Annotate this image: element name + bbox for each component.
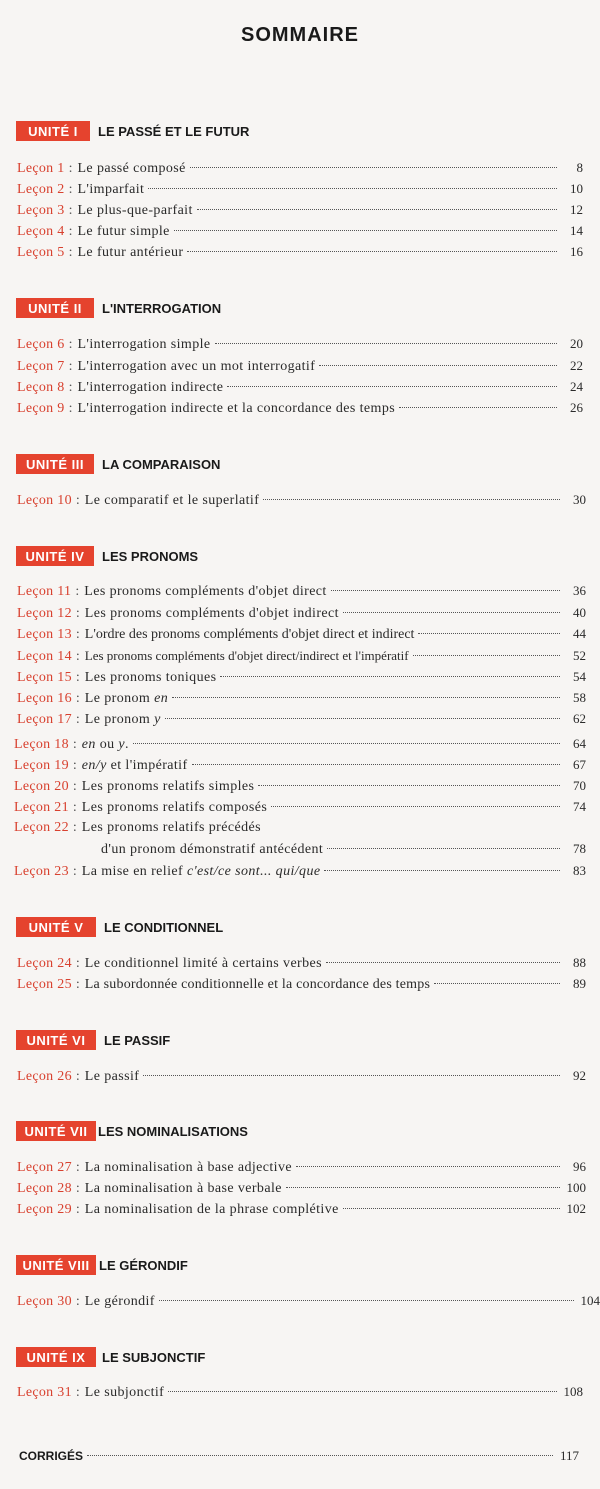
- unit-badge: UNITÉ IX: [16, 1347, 96, 1367]
- lesson-title: La mise en relief c'est/ce sont... qui/que: [81, 864, 321, 879]
- lesson-number: Leçon 5: [17, 245, 65, 260]
- unit-title: LES PRONOMS: [102, 548, 199, 564]
- lesson-title: L'interrogation indirecte et la concordance des temps: [77, 401, 396, 416]
- page-number: 10: [570, 181, 583, 196]
- page-number: 40: [573, 605, 586, 620]
- lesson-title: Le plus-que-parfait: [77, 203, 193, 218]
- lesson-number: Leçon 9: [17, 401, 65, 416]
- page-number: 100: [566, 1180, 586, 1195]
- page-number: 8: [576, 160, 583, 175]
- page-number: 20: [570, 336, 583, 351]
- lesson-title: Le conditionnel limité à certains verbes: [84, 956, 322, 971]
- lesson-number: Leçon 13: [17, 627, 72, 642]
- lesson-number: Leçon 26: [17, 1069, 72, 1084]
- lesson-number: Leçon 31: [17, 1385, 72, 1400]
- dot-leader: [399, 407, 557, 408]
- page-number: 58: [573, 690, 586, 705]
- dot-leader: [296, 1166, 560, 1167]
- lesson-title: L'ordre des pronoms compléments d'objet direct et indirect: [84, 627, 415, 642]
- lesson-title: Le subjonctif: [84, 1385, 165, 1400]
- lesson-number: Leçon 29: [17, 1202, 72, 1217]
- dot-leader: [271, 806, 560, 807]
- page-number: 102: [566, 1201, 586, 1216]
- dot-leader: [434, 983, 560, 984]
- lesson-title: L'interrogation simple: [77, 337, 211, 352]
- lesson-title: Le futur simple: [77, 224, 170, 239]
- page-number: 92: [573, 1068, 586, 1083]
- lesson-title: Le passif: [84, 1069, 140, 1084]
- toc-row-lesson-11[interactable]: Leçon 11 : Les pronoms compléments d'objet direct 36: [17, 581, 586, 601]
- toc-row-lesson-15[interactable]: Leçon 15 : Les pronoms toniques 54: [17, 667, 586, 687]
- lesson-title: L'imparfait: [77, 182, 145, 197]
- toc-row-lesson-28[interactable]: Leçon 28 : La nominalisation à base verbale 100: [17, 1178, 586, 1198]
- lesson-title: Les pronoms toniques: [84, 670, 217, 685]
- lesson-number: Leçon 30: [17, 1294, 72, 1309]
- unit-heading-2: [16, 298, 221, 318]
- lesson-number: Leçon 10: [17, 493, 72, 508]
- toc-row-lesson-8[interactable]: Leçon 8 : L'interrogation indirecte 24: [17, 377, 583, 397]
- dot-leader: [187, 251, 557, 252]
- toc-row-lesson-20[interactable]: Leçon 20 : Les pronoms relatifs simples 70: [14, 776, 586, 796]
- page-number: 54: [573, 669, 586, 684]
- toc-row-lesson-31[interactable]: Leçon 31 : Le subjonctif 108: [17, 1382, 583, 1402]
- lesson-number: Leçon 16: [17, 691, 72, 706]
- dot-leader: [263, 499, 560, 500]
- lesson-title-continued: d'un pronom démonstratif antécédent: [101, 842, 324, 857]
- toc-row-lesson-22-line2[interactable]: [101, 839, 586, 859]
- dot-leader: [327, 848, 560, 849]
- unit-heading-4: [16, 546, 198, 566]
- toc-row-lesson-10[interactable]: Leçon 10 : Le comparatif et le superlatif 30: [17, 490, 586, 510]
- page-number: 83: [573, 863, 586, 878]
- toc-row-lesson-14[interactable]: Leçon 14 : Les pronoms compléments d'objet direct/indirect et l'impératif 52: [17, 646, 586, 666]
- unit-title: LE SUBJONCTIF: [102, 1349, 206, 1365]
- toc-row-lesson-24[interactable]: Leçon 24 : Le conditionnel limité à certains verbes 88: [17, 953, 586, 973]
- dot-leader: [331, 590, 560, 591]
- toc-row-lesson-27[interactable]: Leçon 27 : La nominalisation à base adjective 96: [17, 1157, 586, 1177]
- dot-leader: [165, 718, 560, 719]
- page-number: 104: [580, 1293, 600, 1308]
- lesson-number: Leçon 28: [17, 1181, 72, 1196]
- unit-heading-9: [16, 1347, 205, 1367]
- page-number: 117: [559, 1448, 579, 1463]
- toc-row-lesson-9[interactable]: Leçon 9 : L'interrogation indirecte et la concordance des temps 26: [17, 398, 583, 418]
- unit-badge: UNITÉ V: [16, 917, 96, 937]
- lesson-number: Leçon 22: [14, 820, 69, 835]
- dot-leader: [197, 209, 557, 210]
- page-title: SOMMAIRE: [241, 24, 359, 46]
- dot-leader: [133, 743, 560, 744]
- page-number: 24: [570, 379, 583, 394]
- unit-heading-7: [16, 1121, 248, 1141]
- lesson-title: L'interrogation avec un mot interrogatif: [77, 359, 316, 374]
- lesson-title: Le pronom y: [84, 712, 161, 727]
- dot-leader: [174, 230, 557, 231]
- dot-leader: [343, 1208, 560, 1209]
- toc-row-lesson-18[interactable]: Leçon 18 : en ou y. 64: [14, 734, 586, 754]
- lesson-title: Les pronoms relatifs précédés: [81, 820, 261, 835]
- dot-leader: [143, 1075, 560, 1076]
- unit-badge: UNITÉ VI: [16, 1030, 96, 1050]
- lesson-number: Leçon 14: [17, 649, 72, 664]
- toc-row-lesson-6[interactable]: Leçon 6 : L'interrogation simple 20: [17, 334, 583, 354]
- dot-leader: [215, 343, 557, 344]
- page-number: 30: [573, 492, 586, 507]
- dot-leader: [324, 870, 560, 871]
- dot-leader: [258, 785, 560, 786]
- dot-leader: [172, 697, 560, 698]
- toc-row-lesson-29[interactable]: Leçon 29 : La nominalisation de la phrase complétive 102: [17, 1199, 586, 1219]
- lesson-number: Leçon 6: [17, 337, 65, 352]
- lesson-title: Le comparatif et le superlatif: [84, 493, 260, 508]
- lesson-number: Leçon 3: [17, 203, 65, 218]
- toc-row-lesson-17[interactable]: Leçon 17 : Le pronom y 62: [17, 709, 586, 729]
- lesson-title: Les pronoms relatifs composés: [81, 800, 268, 815]
- page-number: 12: [570, 202, 583, 217]
- lesson-number: Leçon 7: [17, 359, 65, 374]
- page-number: 74: [573, 799, 586, 814]
- unit-title: LE PASSIF: [104, 1032, 171, 1048]
- lesson-title: L'interrogation indirecte: [77, 380, 224, 395]
- dot-leader: [148, 188, 557, 189]
- lesson-title: La subordonnée conditionnelle et la concordance des temps: [84, 977, 431, 992]
- dot-leader: [286, 1187, 560, 1188]
- lesson-title: en ou y.: [81, 737, 129, 752]
- dot-leader: [190, 167, 557, 168]
- dot-leader: [418, 633, 560, 634]
- toc-row-lesson-25[interactable]: Leçon 25 : La subordonnée conditionnelle et la concordance des temps 89: [17, 974, 586, 994]
- dot-leader: [220, 676, 560, 677]
- page-number: 78: [573, 841, 586, 856]
- lesson-title: La nominalisation à base verbale: [84, 1181, 282, 1196]
- page-number: 44: [573, 626, 586, 641]
- lesson-number: Leçon 27: [17, 1160, 72, 1175]
- unit-title: LA COMPARAISON: [102, 456, 221, 472]
- toc-row-lesson-7[interactable]: Leçon 7 : L'interrogation avec un mot interrogatif 22: [17, 356, 583, 376]
- toc-row-lesson-13[interactable]: Leçon 13 : L'ordre des pronoms compléments d'objet direct et indirect 44: [17, 624, 586, 644]
- lesson-number: Leçon 23: [14, 864, 69, 879]
- dot-leader: [168, 1391, 557, 1392]
- toc-row-lesson-16[interactable]: Leçon 16 : Le pronom en 58: [17, 688, 586, 708]
- page-number: 16: [570, 244, 583, 259]
- toc-row-corriges[interactable]: [19, 1446, 579, 1466]
- lesson-number: Leçon 17: [17, 712, 72, 727]
- unit-badge: UNITÉ VIII: [16, 1255, 96, 1275]
- lesson-title: Le pronom en: [84, 691, 169, 706]
- page-number: 96: [573, 1159, 586, 1174]
- page-number: 70: [573, 778, 586, 793]
- toc-row-lesson-23[interactable]: Leçon 23 : La mise en relief c'est/ce sont... qui/que 83: [14, 861, 586, 881]
- toc-row-lesson-19[interactable]: Leçon 19 : en/y et l'impératif 67: [14, 755, 586, 775]
- dot-leader: [192, 764, 560, 765]
- unit-badge: UNITÉ II: [16, 298, 94, 318]
- lesson-title: en/y et l'impératif: [81, 758, 188, 773]
- lesson-number: Leçon 24: [17, 956, 72, 971]
- unit-heading-8: [16, 1255, 188, 1275]
- toc-row-lesson-22[interactable]: Leçon 22 : Les pronoms relatifs précédés: [14, 818, 586, 838]
- unit-title: LES NOMINALISATIONS: [98, 1123, 248, 1139]
- page-number: 67: [573, 757, 586, 772]
- unit-title: LE CONDITIONNEL: [104, 919, 224, 935]
- lesson-number: Leçon 20: [14, 779, 69, 794]
- unit-heading-3: [16, 454, 220, 474]
- dot-leader: [343, 612, 560, 613]
- lesson-number: Leçon 11: [17, 584, 72, 599]
- lesson-number: Leçon 21: [14, 800, 69, 815]
- toc-row-lesson-12[interactable]: Leçon 12 : Les pronoms compléments d'objet indirect 40: [17, 603, 586, 623]
- lesson-title: Les pronoms compléments d'objet direct: [84, 584, 327, 599]
- dot-leader: [319, 365, 557, 366]
- toc-row-lesson-21[interactable]: Leçon 21 : Les pronoms relatifs composés 74: [14, 797, 586, 817]
- lesson-number: Leçon 1: [17, 161, 65, 176]
- unit-heading-5: [16, 917, 223, 937]
- unit-badge: UNITÉ I: [16, 121, 90, 141]
- page-number: 88: [573, 955, 586, 970]
- page-number: 62: [573, 711, 586, 726]
- lesson-number: Leçon 18: [14, 737, 69, 752]
- page-number: 14: [570, 223, 583, 238]
- lesson-number: Leçon 15: [17, 670, 72, 685]
- page-number: 108: [563, 1384, 583, 1399]
- page-number: 64: [573, 736, 586, 751]
- lesson-number: Leçon 4: [17, 224, 65, 239]
- dot-leader: [159, 1300, 574, 1301]
- dot-leader: [227, 386, 557, 387]
- lesson-title: La nominalisation de la phrase complétive: [84, 1202, 339, 1217]
- unit-title: L'INTERROGATION: [102, 300, 222, 316]
- page-number: 26: [570, 400, 583, 415]
- lesson-title: Le passé composé: [77, 161, 186, 176]
- corriges-label: CORRIGÉS: [19, 1449, 84, 1463]
- toc-row-lesson-5[interactable]: Leçon 5 : Le futur antérieur 16: [17, 242, 583, 262]
- unit-badge: UNITÉ IV: [16, 546, 94, 566]
- dot-leader: [87, 1455, 553, 1456]
- unit-heading-1: [16, 121, 249, 141]
- lesson-title: La nominalisation à base adjective: [84, 1160, 292, 1175]
- toc-row-lesson-30[interactable]: Leçon 30 : Le gérondif 104: [17, 1291, 600, 1311]
- dot-leader: [413, 655, 560, 656]
- unit-heading-6: [16, 1030, 170, 1050]
- lesson-title: Le gérondif: [84, 1294, 155, 1309]
- page-number: 22: [570, 358, 583, 373]
- lesson-title: Les pronoms compléments d'objet indirect: [84, 606, 339, 621]
- unit-title: LE PASSÉ ET LE FUTUR: [98, 123, 250, 139]
- toc-row-lesson-26[interactable]: Leçon 26 : Le passif 92: [17, 1066, 586, 1086]
- dot-leader: [326, 962, 560, 963]
- unit-badge: UNITÉ III: [16, 454, 94, 474]
- unit-badge: UNITÉ VII: [16, 1121, 96, 1141]
- lesson-number: Leçon 2: [17, 182, 65, 197]
- unit-title: LE GÉRONDIF: [99, 1257, 188, 1273]
- lesson-title: Les pronoms relatifs simples: [81, 779, 255, 794]
- page-number: 52: [573, 648, 586, 663]
- lesson-number: Leçon 19: [14, 758, 69, 773]
- lesson-number: Leçon 25: [17, 977, 72, 992]
- lesson-number: Leçon 12: [17, 606, 72, 621]
- toc-row-lesson-1[interactable]: Leçon 1 : Le passé composé 8: [17, 158, 583, 178]
- toc-row-lesson-2[interactable]: Leçon 2 : L'imparfait 10: [17, 179, 583, 199]
- lesson-title: Les pronoms compléments d'objet direct/indirect et l'impératif: [84, 648, 409, 663]
- page-number: 89: [573, 976, 586, 991]
- toc-row-lesson-4[interactable]: Leçon 4 : Le futur simple 14: [17, 221, 583, 241]
- lesson-title: Le futur antérieur: [77, 245, 184, 260]
- toc-row-lesson-3[interactable]: Leçon 3 : Le plus-que-parfait 12: [17, 200, 583, 220]
- page-number: 36: [573, 583, 586, 598]
- lesson-number: Leçon 8: [17, 380, 65, 395]
